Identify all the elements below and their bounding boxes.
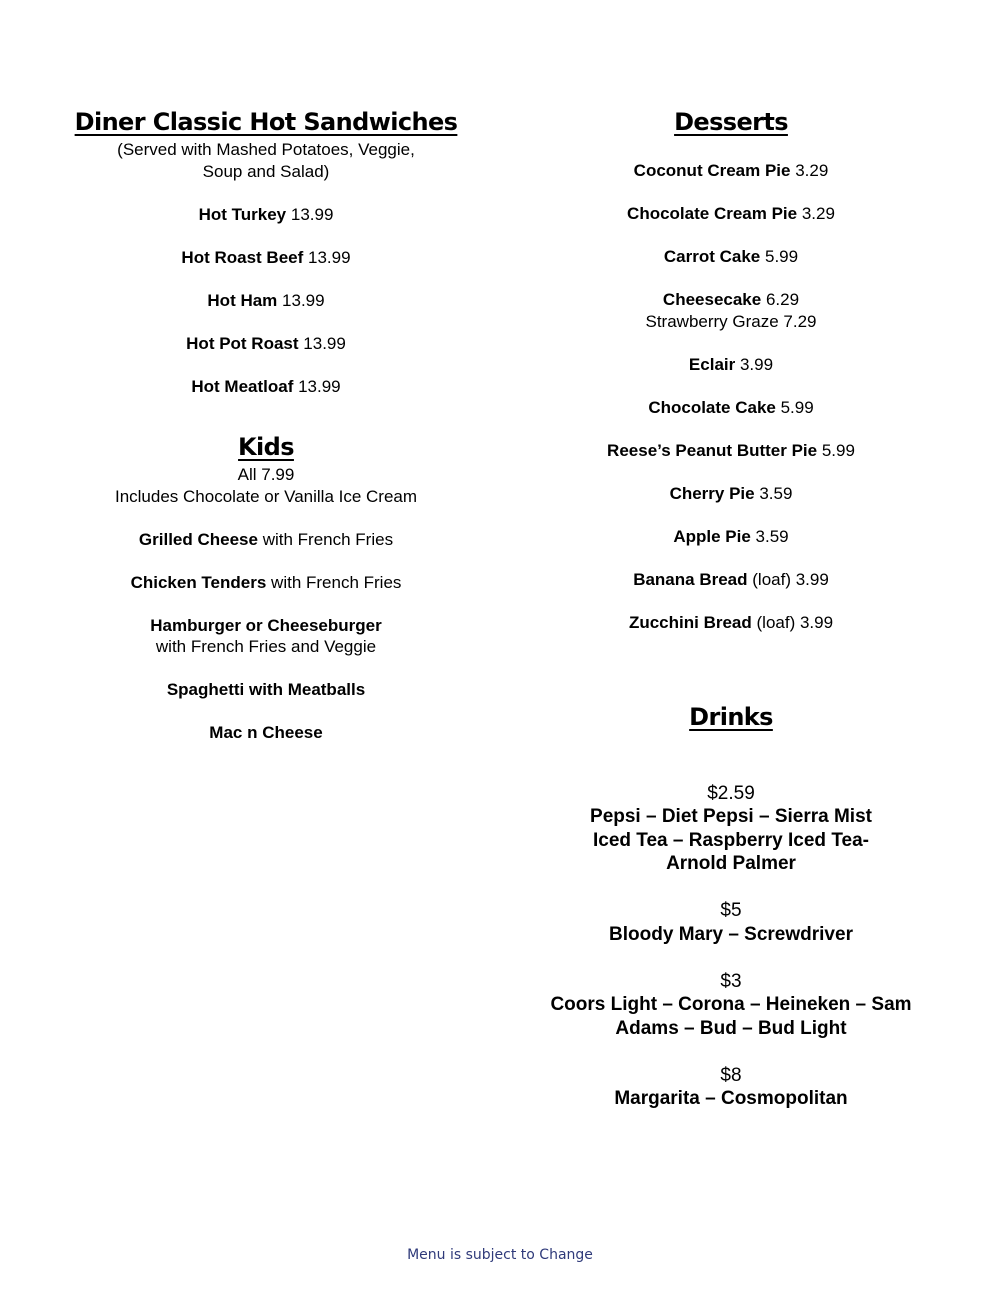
drink-names: Margarita – Cosmopolitan (614, 1088, 848, 1109)
item-price: 13.99 (303, 333, 346, 353)
item-price: 3.59 (755, 526, 789, 546)
item-name: Hot Pot Roast (186, 333, 299, 353)
menu-item (66, 333, 466, 355)
left-column (66, 105, 466, 744)
menu-item (531, 483, 931, 505)
item-extra: Strawberry Graze 7.29 (645, 311, 817, 331)
menu-item (66, 615, 466, 658)
item-name: Banana Bread (633, 569, 748, 589)
menu-item (66, 247, 466, 269)
menu-item (531, 246, 931, 268)
item-name: Spaghetti with Meatballs (166, 680, 366, 699)
item-name: Grilled Cheese (138, 529, 258, 549)
item-name: Coconut Cream Pie (633, 161, 791, 180)
hot-sandwiches-title: Diner Classic Hot Sandwiches (74, 108, 458, 136)
menu-item (531, 612, 931, 634)
menu-item (66, 290, 466, 312)
item-name: Carrot Cake (663, 247, 761, 266)
drink-names: Pepsi – Diet Pepsi – Sierra Mist Iced Tea – Raspberry Iced Tea- Arnold Palmer (590, 806, 872, 874)
item-detail: with French Fries (271, 572, 402, 592)
hot-sandwiches-subtitle-line2: Soup and Salad) (202, 161, 330, 181)
drink-group (531, 782, 931, 876)
menu-item (531, 569, 931, 591)
drink-names: Bloody Mary – Screwdriver (609, 923, 853, 945)
item-price: 6.29 (765, 290, 800, 309)
item-name: Mac n Cheese (209, 723, 323, 742)
item-name: Hot Meatloaf (191, 376, 294, 396)
item-price: 5.99 (821, 440, 855, 460)
item-name: Reese’s Peanut Butter Pie (607, 440, 818, 460)
item-detail: with French Fries (262, 529, 394, 549)
drink-price: $8 (720, 1064, 742, 1086)
drink-group (531, 1064, 931, 1111)
drink-group (531, 899, 931, 946)
drinks-section (531, 700, 931, 1111)
hot-sandwiches-subtitle-line1: (Served with Mashed Potatoes, Veggie, (117, 140, 415, 159)
menu-item (531, 397, 931, 419)
menu-item (66, 679, 466, 701)
item-name: Chocolate Cream Pie (627, 204, 798, 223)
item-price: (loaf) 3.99 (756, 612, 834, 632)
menu-item (531, 289, 931, 332)
item-price: 5.99 (780, 397, 814, 417)
item-price: (loaf) 3.99 (752, 569, 829, 589)
menu-item (66, 572, 466, 594)
drinks-title: Drinks (689, 703, 773, 731)
menu-item (531, 526, 931, 548)
item-price: 13.99 (308, 247, 351, 267)
item-name: Cheesecake (662, 290, 762, 309)
item-price: 3.99 (739, 354, 774, 374)
right-column (531, 105, 931, 633)
item-price: 5.99 (765, 247, 799, 266)
menu-item (531, 440, 931, 462)
menu-item (531, 160, 931, 182)
item-price: 13.99 (298, 376, 341, 396)
item-name: Hot Roast Beef (181, 247, 304, 267)
menu-item (66, 376, 466, 398)
menu-item (531, 354, 931, 376)
item-price: 13.99 (290, 204, 334, 224)
item-name: Hot Ham (207, 290, 278, 310)
menu-item (66, 529, 466, 551)
drink-price: $3 (720, 970, 742, 992)
drink-names: Coors Light – Corona – Heineken – Sam Adams – Bud – Bud Light (550, 994, 912, 1039)
drink-price: $2.59 (707, 782, 755, 804)
item-name: Chicken Tenders (130, 572, 267, 592)
desserts-title: Desserts (674, 108, 788, 136)
menu-item (531, 203, 931, 225)
item-name: Hamburger or Cheeseburger (150, 615, 382, 635)
item-price: 3.29 (801, 204, 835, 223)
kids-subtitle-line1: All 7.99 (237, 465, 295, 484)
item-name: Apple Pie (673, 526, 751, 546)
drink-price: $5 (720, 900, 742, 921)
item-price: 13.99 (282, 290, 325, 310)
drink-group (531, 970, 931, 1041)
item-detail: with French Fries and Veggie (155, 637, 377, 656)
footer-note: Menu is subject to Change (407, 1247, 593, 1263)
item-price: 3.59 (759, 483, 793, 503)
kids-subtitle-line2: Includes Chocolate or Vanilla Ice Cream (114, 486, 418, 506)
kids-title: Kids (238, 433, 294, 461)
menu-item (66, 204, 466, 226)
item-name: Zucchini Bread (628, 612, 752, 632)
menu-item (66, 722, 466, 744)
item-name: Eclair (688, 354, 736, 374)
item-name: Cherry Pie (669, 483, 755, 503)
item-price: 3.29 (795, 161, 829, 180)
item-name: Chocolate Cake (648, 397, 776, 417)
item-name: Hot Turkey (198, 204, 287, 224)
